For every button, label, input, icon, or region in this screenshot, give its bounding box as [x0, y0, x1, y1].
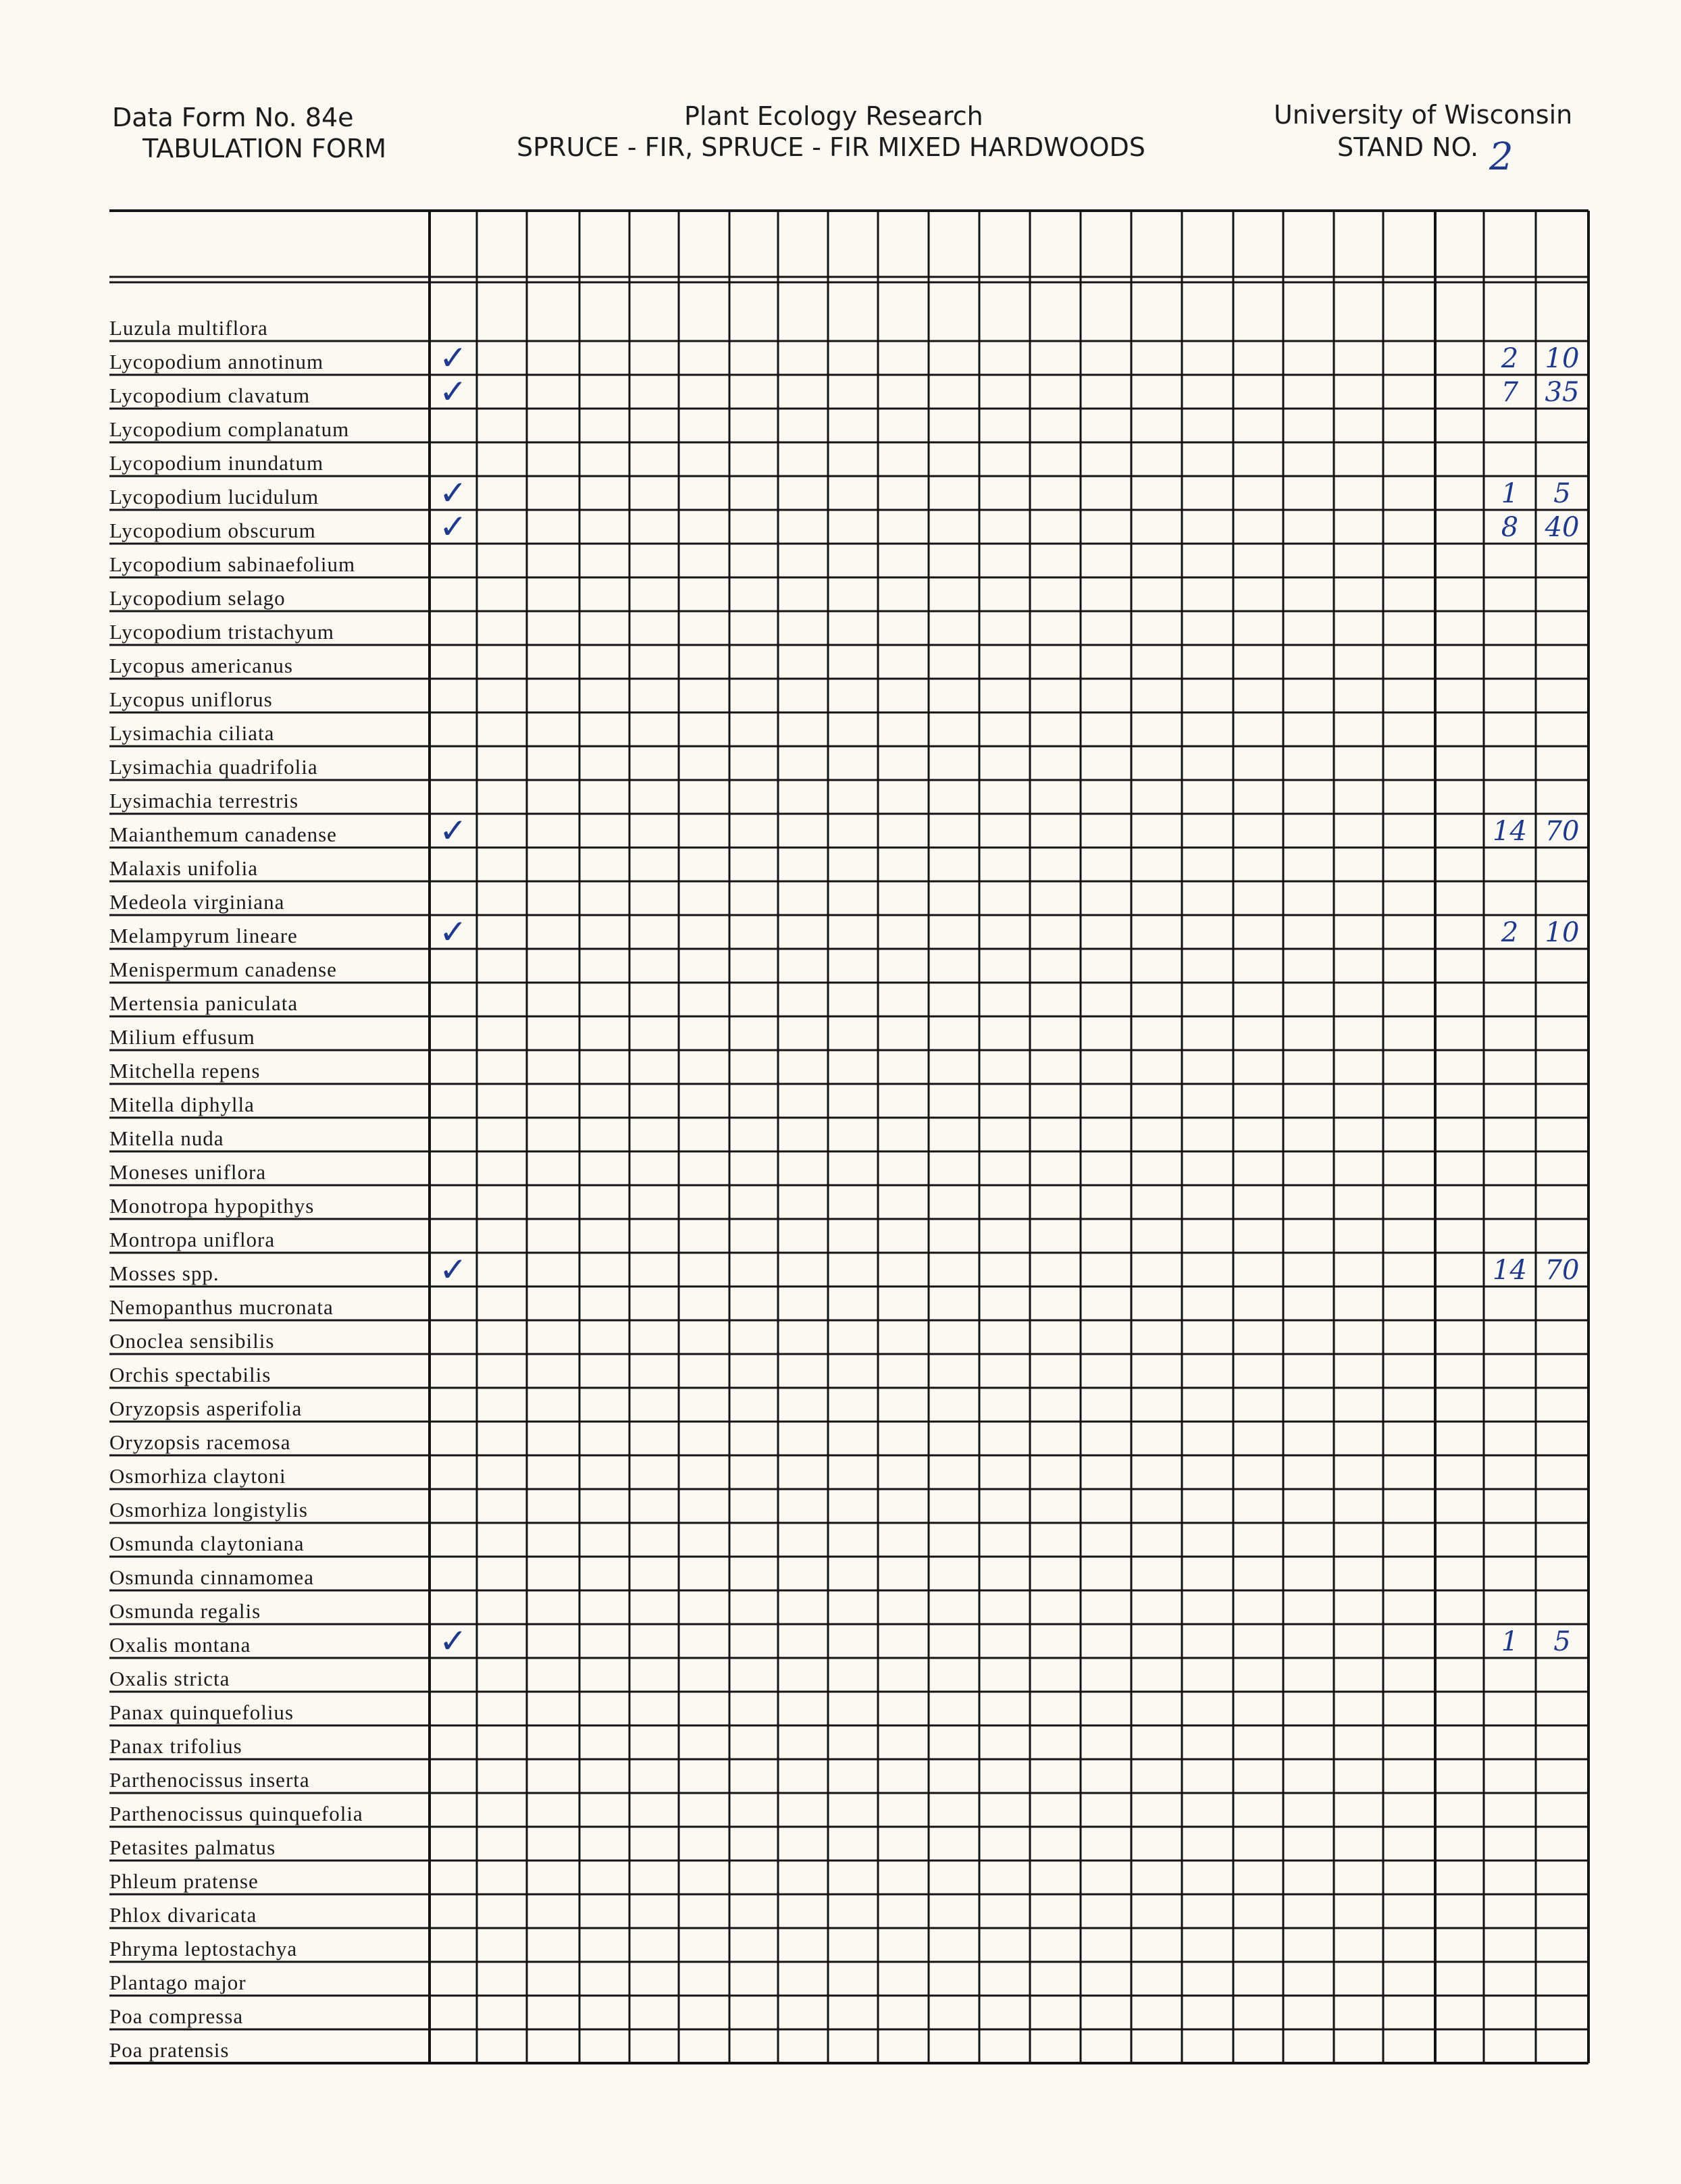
check-mark: ✓: [439, 372, 467, 411]
species-name: Parthenocissus inserta: [109, 1768, 310, 1792]
frequency-percent: 5: [1553, 1626, 1571, 1657]
check-mark: ✓: [439, 338, 467, 378]
species-name: Medeola virginiana: [109, 890, 285, 914]
check-mark: ✓: [439, 1250, 467, 1289]
frequency-count: 2: [1501, 917, 1519, 948]
species-name: Osmunda claytoniana: [109, 1532, 305, 1555]
frequency-count: 14: [1493, 1255, 1527, 1286]
species-name: Lycopodium tristachyum: [109, 620, 334, 644]
frequency-count: 7: [1501, 377, 1519, 408]
species-name: Malaxis unifolia: [109, 856, 259, 880]
check-mark: ✓: [439, 811, 467, 850]
species-name: Parthenocissus quinquefolia: [109, 1802, 363, 1825]
species-name: Onoclea sensibilis: [109, 1329, 275, 1353]
species-name: Osmunda cinnamomea: [109, 1565, 314, 1589]
species-name: Monotropa hypopithys: [109, 1194, 315, 1218]
species-name: Lysimachia terrestris: [109, 789, 299, 812]
species-name: Osmorhiza claytoni: [109, 1464, 286, 1488]
frequency-percent: 40: [1545, 512, 1580, 543]
species-name: Phryma leptostachya: [109, 1937, 298, 1960]
species-name: Plantago major: [109, 1971, 247, 1994]
species-name: Phleum pratense: [109, 1869, 259, 1893]
species-name: Lycopus uniflorus: [109, 687, 273, 711]
species-name: Lycopodium lucidulum: [109, 485, 319, 509]
species-name: Oxalis stricta: [109, 1667, 230, 1690]
species-name: Poa pratensis: [109, 2038, 230, 2062]
frequency-count: 2: [1501, 343, 1519, 374]
species-name: Mitchella repens: [109, 1059, 261, 1083]
species-name: Phlox divaricata: [109, 1903, 257, 1927]
check-mark: ✓: [439, 473, 467, 513]
project-title: Plant Ecology Research: [684, 101, 983, 131]
species-name: Osmunda regalis: [109, 1599, 261, 1623]
species-name: Luzula multiflora: [109, 316, 268, 340]
species-name: Milium effusum: [109, 1025, 255, 1049]
species-name: Lysimachia quadrifolia: [109, 755, 318, 779]
frequency-percent: 35: [1545, 377, 1580, 408]
species-name: Osmorhiza longistylis: [109, 1498, 308, 1522]
species-name: Panax trifolius: [109, 1734, 242, 1758]
species-name: Lysimachia ciliata: [109, 721, 275, 745]
frequency-count: 1: [1501, 478, 1519, 509]
frequency-count: 14: [1493, 816, 1527, 847]
frequency-percent: 70: [1545, 816, 1580, 847]
species-name: Lycopodium clavatum: [109, 384, 311, 407]
check-mark: ✓: [439, 507, 467, 546]
species-name: Menispermum canadense: [109, 958, 337, 981]
species-name: Mertensia paniculata: [109, 991, 299, 1015]
frequency-count: 8: [1501, 512, 1519, 543]
species-name: Mitella nuda: [109, 1126, 224, 1150]
frequency-percent: 10: [1545, 343, 1580, 374]
form-subtitle: SPRUCE - FIR, SPRUCE - FIR MIXED HARDWOODS: [517, 132, 1145, 162]
species-name: Lycopodium sabinaefolium: [109, 552, 356, 576]
stand-label: STAND NO.: [1337, 132, 1479, 162]
species-name: Lycopodium obscurum: [109, 519, 316, 542]
species-name: Lycopodium complanatum: [109, 417, 350, 441]
species-name: Moneses uniflora: [109, 1160, 267, 1184]
check-mark: ✓: [439, 912, 467, 952]
form-number: Data Form No. 84e: [112, 103, 354, 132]
species-name: Poa compressa: [109, 2004, 244, 2028]
species-name: Oxalis montana: [109, 1633, 251, 1657]
species-name: Lycopodium selago: [109, 586, 286, 610]
frequency-percent: 70: [1545, 1255, 1580, 1286]
species-name: Montropa uniflora: [109, 1228, 276, 1251]
species-name: Panax quinquefolius: [109, 1700, 294, 1724]
species-name: Oryzopsis racemosa: [109, 1430, 291, 1454]
species-name: Mosses spp.: [109, 1262, 219, 1285]
frequency-count: 1: [1501, 1626, 1519, 1657]
species-name: Nemopanthus mucronata: [109, 1295, 334, 1319]
species-name: Petasites palmatus: [109, 1836, 276, 1859]
form-type: TABULATION FORM: [143, 134, 387, 163]
stand-number: 2: [1489, 135, 1514, 179]
species-name: Melampyrum lineare: [109, 924, 298, 947]
species-name: Lycopodium annotinum: [109, 350, 324, 373]
species-name: Oryzopsis asperifolia: [109, 1397, 303, 1420]
species-name: Orchis spectabilis: [109, 1363, 271, 1386]
species-name: Maianthemum canadense: [109, 823, 337, 846]
species-name: Lycopus americanus: [109, 654, 293, 677]
check-mark: ✓: [439, 1621, 467, 1661]
institution: University of Wisconsin: [1274, 100, 1573, 130]
species-name: Lycopodium inundatum: [109, 451, 324, 475]
frequency-percent: 10: [1545, 917, 1580, 948]
frequency-percent: 5: [1553, 478, 1571, 509]
species-name: Mitella diphylla: [109, 1093, 255, 1116]
